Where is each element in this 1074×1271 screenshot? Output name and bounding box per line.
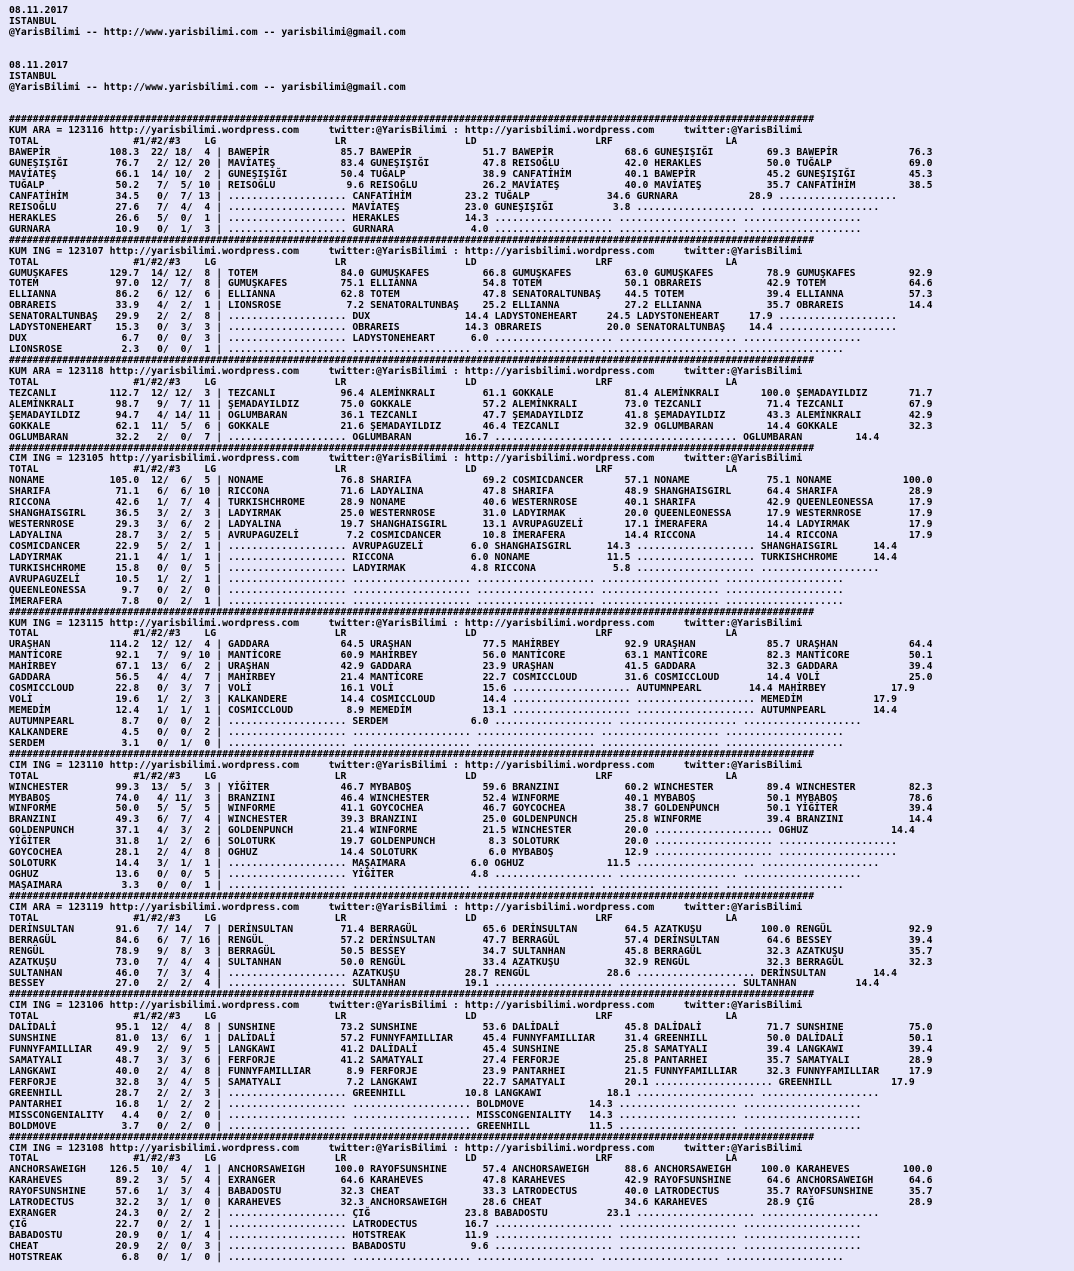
result-row: GADDARA 56.5 4/ 4/ 7 | MAHİRBEY 21.4 MANTİCORE 22.7 COSMICCLOUD 31.6 COSMICCLOUD 14.4 VOLİ 25.0 [9, 672, 933, 684]
result-row: BERRAGÜL 84.6 6/ 7/ 16 | RENGÜL 57.2 DERİNSULTAN 47.7 BERRAGÜL 57.4 DERİNSULTAN 64.6 BESSEY 39.4 [9, 934, 933, 946]
result-row: VOLİ 19.6 1/ 2/ 3 | KALKANDERE 14.4 COSMICCLOUD 14.4 .................... .................... MEMEDİM 17.9 [9, 694, 897, 706]
column-header: TOTAL #1/#2/#3 LG LR LD LRF LA [9, 256, 738, 268]
result-row: MANTİCORE 92.1 7/ 9/ 10 | MANTİCORE 60.9 MAHİRBEY 56.0 MANTİCORE 63.1 MANTİCORE 82.3 MANTİCORE 50.1 [9, 650, 933, 662]
result-row: MAŞAIMARA 3.3 0/ 0/ 1 | .................... .................... .................... .................... .................... [9, 880, 844, 891]
result-row: RENGÜL 78.9 9/ 8/ 3 | BERRAGÜL 50.5 BESSEY 34.7 SULTANHAN 45.8 BERRAGÜL 32.3 AZATKUŞU 35.7 [9, 945, 933, 957]
result-row: AZATKUŞU 73.0 7/ 4/ 4 | SULTANHAN 50.0 RENGÜL 33.4 AZATKUŞU 32.9 RENGÜL 32.3 BERRAGÜL 32.3 [9, 956, 933, 968]
result-row: QUEENLEONESSA 9.7 0/ 2/ 0 | .................... .................... .................... .................... .................... [9, 584, 844, 596]
result-row: HERAKLES 26.6 5/ 0/ 1 | .................... HERAKLES 14.3 .................... .................... .................... [9, 212, 862, 224]
result-row: COSMICCLOUD 22.8 0/ 3/ 7 | VOLİ 16.1 VOLİ 15.6 .................... AUTUMNPEARL 14.4 MAHİRBEY 17.9 [9, 683, 915, 695]
result-row: SERDEM 3.1 0/ 1/ 0 | .................... .................... .................... .................... .................... [9, 737, 844, 749]
result-row: RICCONA 42.6 1/ 7/ 4 | TURKISHCHROME 28.9 NONAME 40.6 WESTERNROSE 40.1 SHARIFA 42.9 QUEENLEONESSA 17.9 [9, 497, 933, 509]
result-row: MAHİRBEY 67.1 13/ 6/ 2 | URAŞHAN 42.9 GADDARA 23.9 URAŞHAN 41.5 GADDARA 32.3 GADDARA 39.4 [9, 661, 933, 673]
race-header: CIM ING = 123110 http://yarisbilimi.wordpress.com twitter:@YarisBilimi : http://yarisbilimi.wordpress.com twitter:@YarisBilimi [9, 759, 803, 771]
race-header: KUM ARA = 123118 http://yarisbilimi.wordpress.com twitter:@YarisBilimi : http://yarisbilimi.wordpress.com twitter:@YarisBilimi [9, 365, 803, 377]
result-row: MEMEDİM 12.4 1/ 1/ 1 | COSMICCLOUD 8.9 MEMEDİM 13.1 .................... .................... AUTUMNPEARL 14.4 [9, 705, 897, 716]
result-row: MISSCONGENIALITY 4.4 0/ 2/ 0 | .................... .................... MISSCONGENIALITY 14.3 .................... .................... [9, 1109, 862, 1121]
result-row: KALKANDERE 4.5 0/ 0/ 2 | .................... .................... .................... .................... .................... [9, 726, 844, 738]
result-row: SOLOTURK 14.4 3/ 1/ 1 | .................... MAŞAIMARA 6.0 OGHUZ 11.5 .................... .................... [9, 858, 880, 870]
result-row: SAMATYALI 48.7 3/ 3/ 6 | FERFORJE 41.2 SAMATYALI 27.4 FERFORJE 25.8 PANTARHEI 35.7 SAMATYALI 28.9 [9, 1055, 933, 1066]
result-row: SUNSHINE 81.0 13/ 6/ 1 | DALİDALİ 57.2 FUNNYFAMILLIAR 45.4 FUNNYFAMILLIAR 31.4 GREENHILL 50.0 DALİDALİ 50.1 [9, 1033, 933, 1045]
section-divider: ######################################################################################################################################## [9, 114, 815, 126]
result-row: URAŞHAN 114.2 12/ 12/ 4 | GADDARA 64.5 URAŞHAN 77.5 MAHİRBEY 92.9 URAŞHAN 85.7 URAŞHAN 64.4 [9, 639, 933, 651]
result-row: LIONSROSE 2.3 0/ 0/ 1 | .................... .................... .................... .................... .................... [9, 344, 844, 356]
race-header: CIM ING = 123106 http://yarisbilimi.wordpress.com twitter:@YarisBilimi : http://yarisbilimi.wordpress.com twitter:@YarisBilimi [9, 1000, 803, 1012]
result-row: LADYIRMAK 21.1 4/ 1/ 1 | .................... RICCONA 6.0 NONAME 11.5 .................... TURKISHCHROME 14.4 [9, 551, 897, 563]
result-row: MYBABOŞ 74.0 4/ 11/ 3 | BRANZINI 46.4 WINCHESTER 52.4 WINFORME 40.1 MYBABOŞ 50.1 MYBABOŞ 78.6 [9, 792, 933, 804]
blank-line [9, 39, 1074, 50]
result-row: SULTANHAN 46.0 7/ 3/ 4 | .................... AZATKUŞU 28.7 RENGÜL 28.6 .................... DERİNSULTAN 14.4 [9, 967, 897, 979]
section-divider: ######################################################################################################################################## [9, 442, 815, 454]
result-row: GUMUŞKAFES 129.7 14/ 12/ 8 | TOTEM 84.0 GUMUŞKAFES 66.8 GUMUŞKAFES 63.0 GUMUŞKAFES 78.9 GUMUŞKAFES 92.9 [9, 267, 933, 279]
result-row: BESSEY 27.0 2/ 2/ 4 | .................... SULTANHAN 19.1 .................... .................... SULTANHAN 14.4 [9, 978, 880, 990]
result-row: GOLDENPUNCH 37.1 4/ 3/ 2 | GOLDENPUNCH 21.4 WINFORME 21.5 WINCHESTER 20.0 .................... OGHUZ 14.4 [9, 825, 915, 837]
text-line: 08.11.2017 [9, 59, 69, 71]
result-row: ALEMİNKRALI 98.7 9/ 7/ 11 | ŞEMADAYILDIZ 75.0 GOKKALE 57.2 ALEMİNKRALI 73.0 TEZCANLI 71.4 TEZCANLI 67.9 [9, 398, 933, 410]
race-header: CIM ING = 123108 http://yarisbilimi.wordpress.com twitter:@YarisBilimi : http://yarisbilimi.wordpress.com twitter:@YarisBilimi [9, 1142, 803, 1154]
section-divider: ######################################################################################################################################## [9, 1131, 815, 1143]
result-row: OBRAREIS 33.9 4/ 2/ 1 | LIONSROSE 7.2 SENATORALTUNBAŞ 25.2 ELLIANNA 27.2 ELLIANNA 35.7 OBRAREIS 14.4 [9, 300, 933, 312]
result-row: OGHUZ 13.6 0/ 0/ 5 | .................... YİĞİTER 4.8 .................... .................... .................... [9, 869, 862, 881]
result-row: SHANGHAISGIRL 36.5 3/ 2/ 3 | LADYIRMAK 25.0 WESTERNROSE 31.0 LADYIRMAK 20.0 QUEENLEONESSA 17.9 WESTERNROSE 17.9 [9, 508, 933, 520]
result-row: DALİDALİ 95.1 12/ 4/ 8 | SUNSHINE 73.2 SUNSHINE 53.6 DALİDALİ 45.8 DALİDALİ 71.7 SUNSHINE 75.0 [9, 1022, 933, 1034]
result-row: GURNARA 10.9 0/ 1/ 3 | .................... GURNARA 4.0 .................... .................... .................... [9, 223, 862, 235]
result-row: GOKKALE 62.1 11/ 5/ 6 | GOKKALE 21.6 ŞEMADAYILDIZ 46.4 TEZCANLI 32.9 OGLUMBARAN 14.4 GOKKALE 32.3 [9, 420, 933, 432]
text-line: ISTANBUL [9, 15, 57, 27]
race-header: CIM ING = 123105 http://yarisbilimi.wordpress.com twitter:@YarisBilimi : http://yarisbilimi.wordpress.com twitter:@YarisBilimi [9, 453, 803, 465]
text-line: ISTANBUL [9, 70, 57, 82]
result-row: EXRANGER 24.3 0/ 2/ 2 | .................... ÇIĞ 23.8 BABADOSTU 23.1 .................... .................... [9, 1208, 880, 1220]
result-row: ŞEMADAYILDIZ 94.7 4/ 14/ 11 | OGLUMBARAN 36.1 TEZCANLI 47.7 ŞEMADAYILDIZ 41.8 ŞEMADAYILDIZ 43.3 ALEMİNKRALI 42.9 [9, 409, 933, 421]
result-row: NONAME 105.0 12/ 6/ 5 | NONAME 76.8 SHARIFA 69.2 COSMICDANCER 57.1 NONAME 75.1 NONAME 100.0 [9, 475, 933, 487]
result-row: OGLUMBARAN 32.2 2/ 0/ 7 | .................... OGLUMBARAN 16.7 .................... .................... OGLUMBARAN 14.4 [9, 431, 880, 443]
result-row: FUNNYFAMILLIAR 49.9 2/ 9/ 5 | LANGKAWI 41.2 DALİDALİ 45.4 SUNSHINE 25.8 SAMATYALI 39.4 LANGKAWI 39.4 [9, 1044, 933, 1056]
column-header: TOTAL #1/#2/#3 LG LR LD LRF LA [9, 136, 738, 148]
result-row: ANCHORSAWEIGH 126.5 10/ 4/ 1 | ANCHORSAWEIGH 100.0 RAYOFSUNSHINE 57.4 ANCHORSAWEIGH 88.6 ANCHORSAWEIGH 100.0 KARAHEVES 100.0 [9, 1164, 933, 1176]
race-header: KUM ING = 123107 http://yarisbilimi.wordpress.com twitter:@YarisBilimi : http://yarisbilimi.wordpress.com twitter:@YarisBilimi [9, 245, 803, 257]
result-row: DUX 6.7 0/ 0/ 3 | .................... LADYSTONEHEART 6.0 .................... .................... .................... [9, 333, 862, 345]
column-header: TOTAL #1/#2/#3 LG LR LD LRF LA [9, 1153, 738, 1165]
result-row: MAVİATEŞ 66.1 14/ 10/ 2 | GUNEŞIŞIĞI 50.4 TUĞALP 38.9 CANFATİHİM 40.1 BAWEPİR 45.2 GUNEŞIŞIĞI 45.3 [9, 169, 933, 181]
result-row: ÇIĞ 22.7 0/ 2/ 1 | .................... LATRODECTUS 16.7 .................... .................... .................... [9, 1219, 862, 1231]
result-row: TUĞALP 50.2 7/ 5/ 10 | REISOĞLU 9.6 REISOĞLU 26.2 MAVİATEŞ 40.0 MAVİATEŞ 35.7 CANFATİHİM 38.5 [9, 180, 933, 191]
result-row: SENATORALTUNBAŞ 29.9 2/ 2/ 8 | .................... DUX 14.4 LADYSTONEHEART 24.5 LADYSTONEHEART 17.9 .................... [9, 311, 897, 323]
result-row: TEZCANLI 112.7 12/ 12/ 3 | TEZCANLI 96.4 ALEMİNKRALI 61.1 GOKKALE 81.4 ALEMİNKRALI 100.0 ŞEMADAYILDIZ 71.7 [9, 387, 933, 399]
result-row: COSMICDANCER 22.9 5/ 2/ 1 | .................... AVRUPAGUZELİ 6.0 SHANGHAISGIRL 14.3 .................... SHANGHAISGIRL 14.4 [9, 540, 897, 552]
result-row: BAWEPİR 108.3 22/ 18/ 4 | BAWEPİR 85.7 BAWEPİR 51.7 BAWEPİR 68.6 GUNEŞIŞIĞI 69.3 BAWEPİR 76.3 [9, 147, 933, 159]
result-row: TURKISHCHROME 15.8 0/ 0/ 5 | .................... LADYIRMAK 4.8 RICCONA 5.8 .................... .................... [9, 562, 880, 574]
column-header: TOTAL #1/#2/#3 LG LR LD LRF LA [9, 912, 738, 924]
result-row: PANTARHEI 16.8 1/ 2/ 2 | .................... .................... BOLDMOVE 14.3 .................... .................... [9, 1098, 862, 1110]
result-row: FERFORJE 32.8 3/ 4/ 5 | SAMATYALI 7.2 LANGKAWI 22.7 SAMATYALI 20.1 .................... GREENHILL 17.9 [9, 1076, 915, 1088]
result-row: BABADOSTU 20.9 0/ 1/ 4 | .................... HOTSTREAK 11.9 .................... .................... .................... [9, 1230, 862, 1241]
result-row: RAYOFSUNSHINE 57.6 1/ 3/ 4 | BABADOSTU 32.3 CHEAT 33.3 LATRODECTUS 40.0 LATRODECTUS 35.7 RAYOFSUNSHINE 35.7 [9, 1186, 933, 1198]
result-row: CHEAT 20.9 2/ 0/ 3 | .................... BABADOSTU 9.6 .................... .................... .................... [9, 1240, 862, 1252]
column-header: TOTAL #1/#2/#3 LG LR LD LRF LA [9, 464, 738, 476]
result-row: LATRODECTUS 32.2 3/ 1/ 0 | KARAHEVES 32.3 ANCHORSAWEIGH 28.6 CHEAT 34.6 KARAHEVES 28.9 ÇIĞ 28.9 [9, 1197, 933, 1209]
result-row: WINFORME 50.0 5/ 5/ 5 | WINFORME 41.1 GOYCOCHEA 46.7 GOYCOCHEA 38.7 GOLDENPUNCH 50.1 YİĞİTER 39.4 [9, 803, 933, 815]
result-row: DERİNSULTAN 91.6 7/ 14/ 7 | DERİNSULTAN 71.4 BERRAGÜL 65.6 DERİNSULTAN 64.5 AZATKUŞU 100.0 RENGÜL 92.9 [9, 923, 933, 935]
result-row: BRANZINI 49.3 6/ 7/ 4 | WINCHESTER 39.3 BRANZINI 25.0 GOLDENPUNCH 25.8 WINFORME 39.4 BRANZINI 14.4 [9, 814, 933, 826]
result-row: LADYSTONEHEART 15.3 0/ 3/ 3 | .................... OBRAREIS 14.3 OBRAREIS 20.0 SENATORALTUNBAŞ 14.4 .................... [9, 322, 897, 334]
result-row: LADYALINA 28.7 3/ 2/ 5 | AVRUPAGUZELİ 7.2 COSMICDANCER 10.8 İMERAFERA 14.4 RICCONA 14.4 RICCONA 17.9 [9, 530, 933, 541]
column-header: TOTAL #1/#2/#3 LG LR LD LRF LA [9, 628, 738, 640]
section-divider: ######################################################################################################################################## [9, 989, 815, 1001]
result-row: AUTUMNPEARL 8.7 0/ 0/ 2 | .................... SERDEM 6.0 .................... .................... .................... [9, 715, 862, 727]
text-line: @YarisBilimi -- http://www.yarisbilimi.com -- yarisbilimi@gmail.com [9, 26, 406, 38]
result-row: YİĞİTER 31.8 1/ 2/ 6 | SOLOTURK 19.7 GOLDENPUNCH 8.3 SOLOTURK 20.0 .................... .................... [9, 836, 897, 848]
blank-line [9, 50, 1074, 61]
result-row: TOTEM 97.0 12/ 7/ 8 | GUMUŞKAFES 75.1 ELLIANNA 54.8 TOTEM 50.1 OBRAREIS 42.9 TOTEM 64.6 [9, 278, 933, 290]
text-line: @YarisBilimi -- http://www.yarisbilimi.com -- yarisbilimi@gmail.com [9, 81, 406, 93]
result-row: LANGKAWI 40.0 2/ 4/ 8 | FUNNYFAMILLIAR 8.9 FERFORJE 23.9 PANTARHEI 21.5 FUNNYFAMILLIAR 32.3 FUNNYFAMILLIAR 17.9 [9, 1065, 933, 1077]
result-row: GUNEŞIŞIĞI 76.7 2/ 12/ 20 | MAVİATEŞ 83.4 GUNEŞIŞIĞI 47.8 REISOĞLU 42.0 HERAKLES 50.0 TUĞALP 69.0 [9, 158, 933, 170]
column-header: TOTAL #1/#2/#3 LG LR LD LRF LA [9, 1011, 738, 1023]
result-row: SHARIFA 71.1 6/ 6/ 10 | RICCONA 71.6 LADYALINA 47.8 SHARIFA 48.9 SHANGHAISGIRL 64.4 SHARIFA 28.9 [9, 486, 933, 498]
section-divider: ######################################################################################################################################## [9, 890, 815, 902]
result-row: WESTERNROSE 29.3 3/ 6/ 2 | LADYALINA 19.7 SHANGHAISGIRL 13.1 AVRUPAGUZELİ 17.1 İMERAFERA 14.4 LADYIRMAK 17.9 [9, 519, 933, 531]
section-divider: ######################################################################################################################################## [9, 234, 815, 246]
column-header: TOTAL #1/#2/#3 LG LR LD LRF LA [9, 376, 738, 388]
result-row: GREENHILL 28.7 2/ 2/ 3 | .................... GREENHILL 10.8 LANGKAWI 18.1 .................... .................... [9, 1087, 880, 1099]
result-row: AVRUPAGUZELİ 10.5 1/ 2/ 1 | .................... .................... .................... .................... .................... [9, 573, 844, 585]
result-row: WINCHESTER 99.3 13/ 5/ 3 | YİĞİTER 46.7 MYBABOŞ 59.6 BRANZINI 60.2 WINCHESTER 89.4 WINCHESTER 82.3 [9, 781, 933, 793]
text-line: 08.11.2017 [9, 5, 69, 16]
result-row: REISOĞLU 27.6 7/ 4/ 4 | .................... MAVİATEŞ 23.0 GUNEŞIŞIĞI 3.8 .................... .................... [9, 201, 880, 213]
blank-line [9, 94, 1074, 105]
result-row: İMERAFERA 7.8 0/ 2/ 1 | .................... .................... .................... .................... .................... [9, 595, 844, 607]
result-row: ELLIANNA 86.2 6/ 12/ 6 | ELLIANNA 62.8 TOTEM 47.8 SENATORALTUNBAŞ 44.5 TOTEM 39.4 ELLIANNA 57.3 [9, 289, 933, 301]
result-row: CANFATİHİM 34.5 0/ 7/ 13 | .................... CANFATİHİM 23.2 TUĞALP 34.6 GURNARA 28.9 .................... [9, 190, 897, 202]
column-header: TOTAL #1/#2/#3 LG LR LD LRF LA [9, 770, 738, 782]
section-divider: ######################################################################################################################################## [9, 606, 815, 618]
result-row: GOYCOCHEA 28.1 2/ 4/ 8 | OGHUZ 14.4 SOLOTURK 6.0 MYBABOŞ 12.9 .................... .................... [9, 847, 897, 859]
section-divider: ######################################################################################################################################## [9, 355, 815, 366]
result-row: KARAHEVES 89.2 3/ 5/ 4 | EXRANGER 64.6 KARAHEVES 47.8 KARAHEVES 42.9 RAYOFSUNSHINE 64.6 ANCHORSAWEIGH 64.6 [9, 1175, 933, 1187]
result-row: BOLDMOVE 3.7 0/ 2/ 0 | .................... .................... GREENHILL 11.5 .................... .................... [9, 1120, 862, 1132]
result-row: HOTSTREAK 6.8 0/ 1/ 0 | .................... .................... .................... .................... .................... [9, 1251, 844, 1263]
race-header: CIM ARA = 123119 http://yarisbilimi.wordpress.com twitter:@YarisBilimi : http://yarisbilimi.wordpress.com twitter:@YarisBilimi [9, 901, 803, 913]
race-header: KUM ING = 123115 http://yarisbilimi.wordpress.com twitter:@YarisBilimi : http://yarisbilimi.wordpress.com twitter:@YarisBilimi [9, 617, 803, 629]
section-divider: ######################################################################################################################################## [9, 748, 815, 760]
race-header: KUM ARA = 123116 http://yarisbilimi.wordpress.com twitter:@YarisBilimi : http://yarisbilimi.wordpress.com twitter:@YarisBilimi [9, 125, 803, 137]
